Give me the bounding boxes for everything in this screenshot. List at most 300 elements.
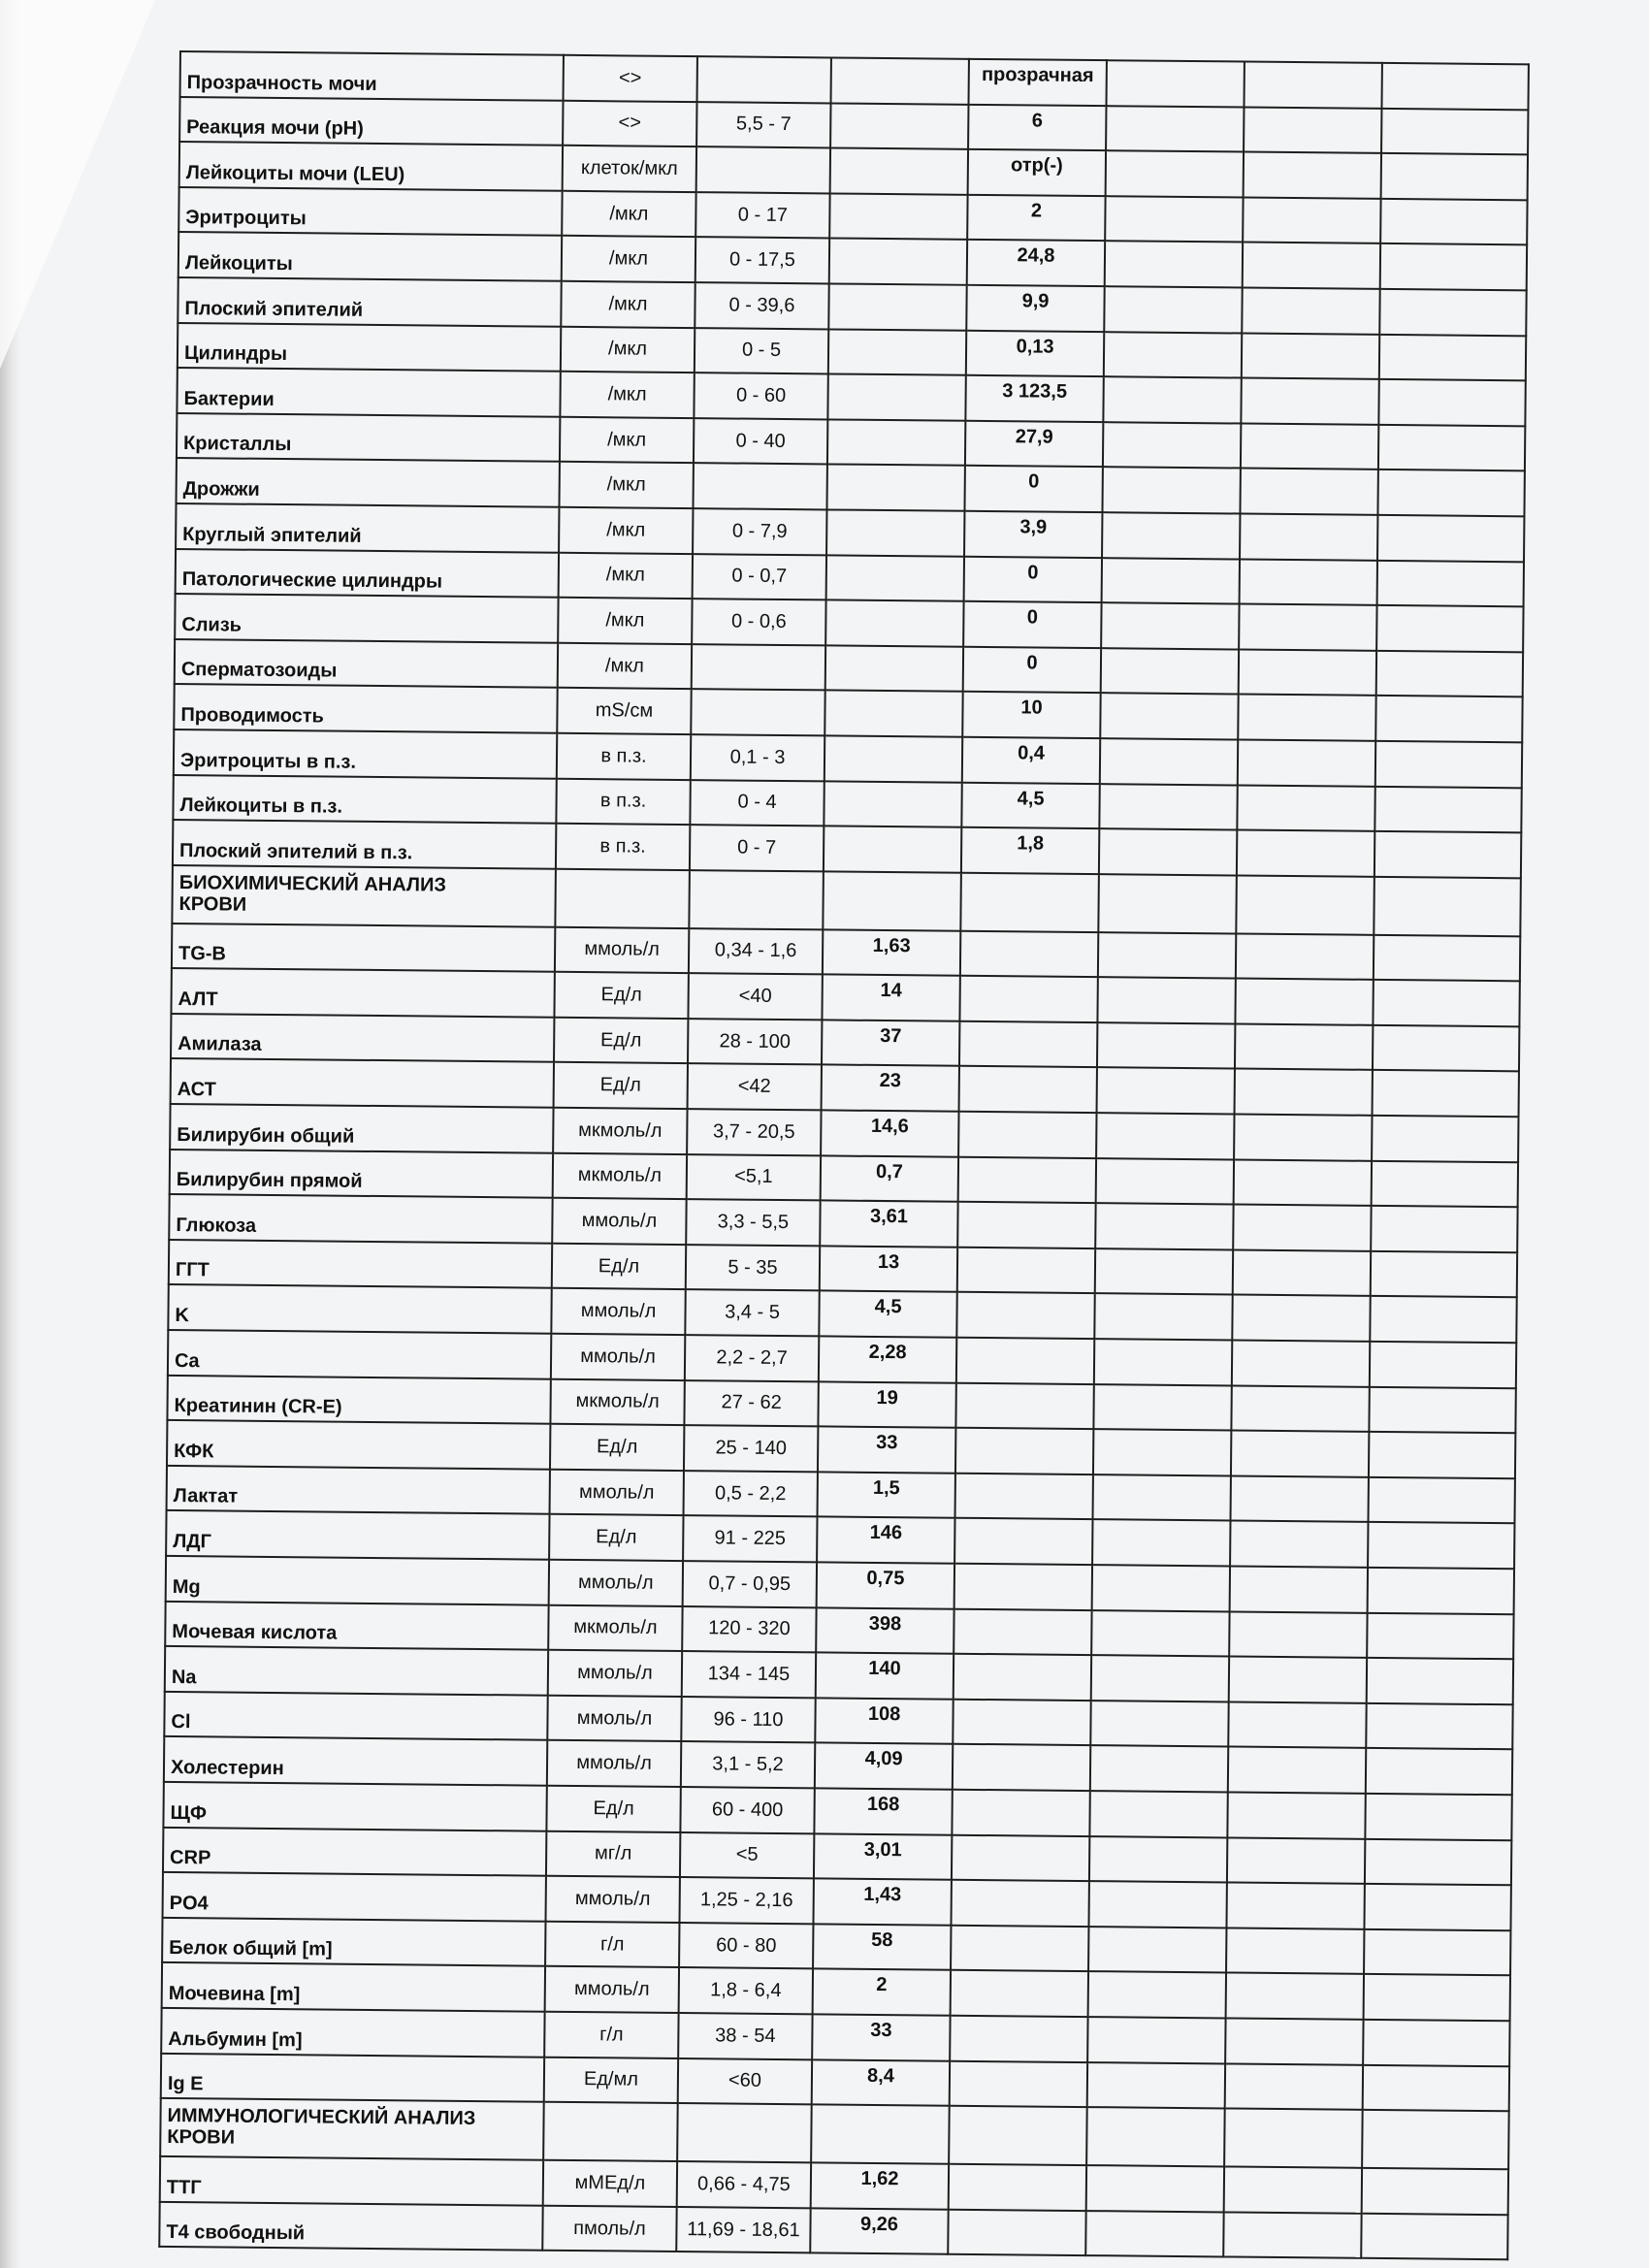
- empty-cell: [826, 465, 964, 511]
- unit-cell: мг/л: [546, 1831, 680, 1877]
- empty-cell: [1370, 1296, 1516, 1343]
- empty-cell: [1244, 62, 1381, 109]
- empty-cell: [953, 1700, 1090, 1746]
- empty-cell: [1373, 1070, 1519, 1117]
- empty-cell: [1097, 977, 1235, 1023]
- unit-cell: мкмоль/л: [548, 1604, 682, 1651]
- empty-cell: [1232, 1341, 1370, 1387]
- empty-cell: [1237, 785, 1374, 831]
- unit-cell: /мкл: [560, 417, 694, 464]
- unit-cell: ммоль/л: [551, 1288, 685, 1335]
- empty-cell: [824, 826, 961, 873]
- empty-cell: [1235, 1069, 1373, 1116]
- empty-cell: [824, 735, 962, 782]
- empty-cell: [954, 1518, 1092, 1565]
- empty-cell: [1096, 1158, 1234, 1205]
- empty-cell: [1363, 2064, 1509, 2111]
- empty-cell: [1225, 2018, 1363, 2064]
- empty-cell: [1227, 1792, 1365, 1838]
- empty-cell: [1367, 1612, 1513, 1659]
- unit-cell: /мкл: [559, 507, 693, 554]
- empty-cell: [1104, 332, 1242, 378]
- unit-cell: /мкл: [562, 236, 695, 282]
- unit-cell: ммоль/л: [545, 1966, 679, 2013]
- empty-cell: [1228, 1701, 1366, 1748]
- empty-cell: [1226, 1883, 1364, 1929]
- unit-cell: <>: [564, 55, 697, 102]
- empty-cell: [1365, 1794, 1511, 1840]
- result-value: 10: [962, 692, 1100, 738]
- empty-cell: [1230, 1566, 1368, 1612]
- reference-range: 120 - 320: [682, 1606, 816, 1653]
- empty-cell: [829, 193, 967, 240]
- empty-cell: [677, 2103, 812, 2162]
- reference-range: 134 - 145: [682, 1651, 816, 1698]
- reference-range: 0 - 4: [690, 780, 824, 826]
- reference-range: 0 - 17: [695, 192, 829, 239]
- empty-cell: [1380, 243, 1527, 290]
- empty-cell: [1377, 560, 1524, 606]
- empty-cell: [825, 600, 963, 647]
- empty-cell: [1087, 2062, 1225, 2109]
- empty-cell: [1093, 1384, 1231, 1431]
- empty-cell: [1088, 1971, 1226, 2018]
- result-value: 2: [967, 195, 1105, 242]
- result-value: 3,61: [820, 1201, 957, 1247]
- empty-cell: [1102, 468, 1240, 514]
- empty-cell: [824, 691, 962, 737]
- empty-cell: [1240, 513, 1377, 560]
- result-value: 3,9: [964, 511, 1102, 558]
- unit-cell: ммоль/л: [548, 1650, 682, 1697]
- empty-cell: [827, 374, 965, 421]
- empty-cell: [1237, 830, 1374, 877]
- test-name: PO4: [163, 1872, 546, 1921]
- empty-cell: [1096, 1113, 1234, 1159]
- reference-range: 3,7 - 20,5: [687, 1109, 821, 1155]
- result-value: 14,6: [821, 1110, 958, 1156]
- unit-cell: пмоль/л: [542, 2205, 676, 2252]
- empty-cell: [959, 976, 1097, 1022]
- empty-cell: [1381, 108, 1528, 154]
- empty-cell: [1106, 150, 1244, 197]
- empty-cell: [1099, 828, 1237, 875]
- empty-cell: [1369, 1386, 1515, 1433]
- empty-cell: [1366, 1748, 1512, 1795]
- test-name: Креатинин (CR-E): [167, 1376, 550, 1424]
- unit-cell: ммоль/л: [552, 1198, 686, 1245]
- empty-cell: [1238, 695, 1375, 741]
- reference-range: <40: [688, 973, 822, 1020]
- empty-cell: [1100, 738, 1238, 785]
- test-name: ТТГ: [160, 2156, 543, 2205]
- result-value: 1,43: [813, 1879, 951, 1926]
- result-value: 0,4: [962, 737, 1100, 784]
- empty-cell: [1100, 693, 1238, 739]
- empty-cell: [1234, 1115, 1372, 1161]
- reference-range: 5,5 - 7: [696, 102, 830, 148]
- empty-cell: [1089, 1791, 1227, 1837]
- section-title-line-2: КРОВИ: [167, 2126, 236, 2149]
- result-value: 2: [813, 1969, 951, 2016]
- empty-cell: [1375, 696, 1522, 742]
- unit-cell: Ед/л: [549, 1514, 683, 1561]
- empty-cell: [1101, 648, 1239, 695]
- test-name: Холестерин: [164, 1736, 547, 1785]
- reference-range: 3,3 - 5,5: [686, 1199, 820, 1246]
- unit-cell: г/л: [545, 1921, 679, 1967]
- empty-cell: [1239, 649, 1376, 696]
- empty-cell: [1236, 933, 1374, 980]
- empty-cell: [1092, 1520, 1230, 1567]
- reference-range: 1,25 - 2,16: [679, 1877, 813, 1924]
- result-value: 4,09: [815, 1743, 953, 1790]
- unit-cell: мкмоль/л: [553, 1108, 687, 1154]
- unit-cell: Ед/мл: [544, 2057, 678, 2103]
- empty-cell: [824, 781, 961, 827]
- empty-cell: [1103, 376, 1241, 423]
- test-name: Мочевина [m]: [162, 1962, 545, 2011]
- test-name: Лейкоциты мочи (LEU): [179, 142, 563, 190]
- test-name: Амилаза: [171, 1014, 554, 1062]
- empty-cell: [1232, 1295, 1370, 1342]
- reference-range: 96 - 110: [681, 1697, 815, 1743]
- empty-cell: [828, 283, 966, 330]
- test-name: Mg: [166, 1556, 549, 1604]
- section-title: [172, 865, 556, 927]
- reference-range: 11,69 - 18,61: [676, 2207, 810, 2253]
- test-name: Лейкоциты в п.з.: [173, 774, 556, 823]
- unit-cell: Ед/л: [552, 1244, 686, 1290]
- empty-cell: [1374, 877, 1521, 936]
- empty-cell: [1242, 287, 1379, 334]
- empty-cell: [953, 1744, 1090, 1791]
- empty-cell: [1094, 1294, 1232, 1341]
- reference-range: [693, 463, 826, 509]
- reference-range: 60 - 80: [679, 1923, 813, 1969]
- reference-range: 3,4 - 5: [685, 1290, 819, 1337]
- empty-cell: [1372, 1161, 1518, 1208]
- unit-cell: в п.з.: [556, 824, 690, 870]
- empty-cell: [1097, 1022, 1235, 1069]
- empty-cell: [958, 1112, 1096, 1158]
- empty-cell: [1238, 739, 1375, 786]
- test-name: Na: [165, 1646, 548, 1695]
- empty-cell: [954, 1564, 1092, 1610]
- empty-cell: [1091, 1610, 1229, 1657]
- empty-cell: [1244, 152, 1381, 199]
- empty-cell: [1227, 1837, 1365, 1884]
- reference-range: 60 - 400: [680, 1787, 814, 1833]
- section-title: [160, 2098, 544, 2160]
- result-value: 0,7: [821, 1155, 958, 1202]
- folded-corner: [0, 0, 155, 369]
- test-name: Ig E: [161, 2053, 544, 2101]
- empty-cell: [827, 419, 965, 466]
- empty-cell: [956, 1338, 1094, 1384]
- empty-cell: [830, 148, 968, 195]
- empty-cell: [1241, 378, 1378, 425]
- unit-cell: Ед/л: [554, 1062, 688, 1109]
- empty-cell: [1228, 1747, 1366, 1794]
- unit-cell: ммоль/л: [550, 1470, 684, 1516]
- test-name: Cl: [164, 1692, 547, 1740]
- empty-cell: [1233, 1205, 1371, 1251]
- empty-cell: [959, 1066, 1097, 1113]
- empty-cell: [1373, 1025, 1519, 1072]
- empty-cell: [826, 509, 964, 556]
- test-name: ЩФ: [163, 1782, 546, 1831]
- empty-cell: [1098, 932, 1236, 979]
- result-value: 1,62: [811, 2162, 949, 2209]
- empty-cell: [958, 1156, 1096, 1203]
- result-value: 9,9: [966, 285, 1104, 332]
- unit-cell: мкмоль/л: [550, 1378, 684, 1425]
- unit-cell: /мкл: [562, 191, 695, 238]
- result-value: 0,13: [966, 330, 1104, 376]
- result-value: 0: [963, 647, 1101, 694]
- empty-cell: [1365, 1838, 1511, 1885]
- result-value: 0,75: [817, 1562, 954, 1608]
- empty-cell: [689, 870, 824, 929]
- empty-cell: [825, 645, 963, 692]
- test-name: Ca: [168, 1330, 551, 1378]
- empty-cell: [1240, 559, 1377, 605]
- empty-cell: [950, 2060, 1087, 2107]
- result-value: 9,26: [810, 2208, 948, 2254]
- result-value: 27,9: [965, 421, 1103, 468]
- empty-cell: [1095, 1248, 1233, 1295]
- test-name: Белок общий [m]: [162, 1918, 545, 1966]
- empty-cell: [1103, 422, 1241, 469]
- empty-cell: [949, 2164, 1086, 2211]
- unit-cell: Ед/л: [554, 1018, 688, 1064]
- empty-cell: [1089, 1836, 1227, 1883]
- reference-range: [691, 689, 824, 735]
- empty-cell: [1374, 786, 1521, 832]
- result-value: 146: [817, 1517, 954, 1564]
- unit-cell: ммоль/л: [547, 1740, 681, 1787]
- result-value: 2,28: [819, 1336, 956, 1382]
- reference-range: 0 - 7,9: [693, 508, 826, 555]
- empty-cell: [1236, 875, 1374, 934]
- result-value: 108: [815, 1698, 953, 1744]
- empty-cell: [828, 329, 966, 375]
- empty-cell: [1374, 935, 1520, 982]
- result-value: прозрачная: [969, 59, 1107, 106]
- reference-range: 1,8 - 6,4: [679, 1967, 813, 2014]
- result-value: 168: [814, 1788, 952, 1834]
- empty-cell: [1244, 107, 1381, 153]
- reference-range: 0 - 0,6: [692, 599, 825, 645]
- empty-cell: [1225, 2063, 1363, 2110]
- empty-cell: [1241, 423, 1378, 470]
- empty-cell: [956, 1292, 1094, 1339]
- empty-cell: [1090, 1701, 1228, 1747]
- empty-cell: [831, 57, 969, 104]
- empty-cell: [1371, 1206, 1517, 1252]
- unit-cell: /мкл: [561, 281, 695, 328]
- reference-range: <5: [680, 1832, 814, 1879]
- result-value: отр(-): [968, 149, 1106, 196]
- empty-cell: [1379, 334, 1526, 380]
- empty-cell: [951, 1970, 1088, 2017]
- result-value: 8,4: [812, 2059, 950, 2106]
- test-name: Круглый эпителий: [176, 503, 559, 552]
- test-name: Т4 свободный: [159, 2202, 542, 2251]
- empty-cell: [1101, 602, 1239, 649]
- reference-range: 28 - 100: [688, 1019, 822, 1065]
- result-value: 0: [964, 466, 1102, 512]
- empty-cell: [1105, 196, 1243, 243]
- empty-cell: [1234, 1159, 1372, 1206]
- empty-cell: [951, 1880, 1088, 1927]
- empty-cell: [555, 868, 690, 927]
- lab-results-body: [159, 51, 1529, 2260]
- empty-cell: [955, 1428, 1093, 1474]
- empty-cell: [1105, 242, 1243, 288]
- empty-cell: [1087, 2017, 1225, 2063]
- lab-results-table: [158, 50, 1530, 2261]
- empty-cell: [543, 2102, 678, 2161]
- empty-cell: [1363, 2020, 1509, 2066]
- result-value: 4,5: [961, 782, 1099, 828]
- empty-cell: [1381, 63, 1528, 110]
- test-name: Альбумин [m]: [161, 2008, 544, 2057]
- reference-range: 38 - 54: [678, 2013, 812, 2059]
- empty-cell: [1086, 2165, 1224, 2212]
- test-name: Слизь: [175, 594, 558, 642]
- reference-range: [692, 644, 825, 691]
- test-name: Патологические цилиндры: [176, 549, 559, 598]
- empty-cell: [1364, 1974, 1510, 2021]
- unit-cell: ммоль/л: [555, 926, 689, 973]
- empty-cell: [1377, 515, 1524, 562]
- empty-cell: [823, 871, 961, 930]
- reference-range: 91 - 225: [683, 1515, 817, 1562]
- unit-cell: <>: [563, 100, 696, 146]
- empty-cell: [1099, 784, 1237, 830]
- empty-cell: [1229, 1657, 1367, 1703]
- test-name: Эритроциты в п.з.: [174, 729, 557, 778]
- result-value: 33: [818, 1427, 955, 1474]
- empty-cell: [1368, 1568, 1514, 1614]
- empty-cell: [950, 2016, 1087, 2062]
- reference-range: 0,66 - 4,75: [677, 2161, 811, 2208]
- empty-cell: [959, 1021, 1097, 1068]
- empty-cell: [1088, 1927, 1226, 1973]
- reference-range: [697, 56, 831, 103]
- empty-cell: [954, 1608, 1091, 1655]
- empty-cell: [1106, 106, 1244, 152]
- test-name: Бактерии: [177, 368, 560, 416]
- empty-cell: [1379, 289, 1526, 336]
- reference-range: 0 - 40: [694, 418, 827, 465]
- empty-cell: [952, 1834, 1089, 1881]
- empty-cell: [1233, 1249, 1371, 1296]
- test-name: ГГТ: [169, 1240, 552, 1288]
- empty-cell: [1224, 2167, 1362, 2214]
- empty-cell: [1086, 2107, 1225, 2166]
- empty-cell: [1239, 604, 1376, 651]
- empty-cell: [826, 555, 964, 601]
- result-value: 1,8: [961, 827, 1099, 874]
- section-title-line-2: КРОВИ: [178, 892, 247, 916]
- empty-cell: [1380, 199, 1527, 245]
- test-name: Прозрачность мочи: [180, 51, 564, 100]
- empty-cell: [1226, 1928, 1364, 1974]
- result-value: 398: [816, 1607, 954, 1654]
- test-name: Билирубин прямой: [170, 1150, 553, 1198]
- section-title-line-1: ИММУНОЛОГИЧЕСКИЙ АНАЛИЗ: [167, 2105, 476, 2130]
- reference-range: 25 - 140: [684, 1425, 818, 1472]
- reference-range: 2,2 - 2,7: [685, 1335, 819, 1381]
- test-name: Сперматозоиды: [175, 639, 558, 688]
- empty-cell: [1223, 2212, 1361, 2258]
- empty-cell: [1362, 2110, 1509, 2169]
- test-name: Реакция мочи (pH): [179, 97, 563, 146]
- unit-cell: ммоль/л: [547, 1696, 681, 1742]
- unit-cell: /мкл: [558, 642, 692, 689]
- unit-cell: ммоль/л: [551, 1334, 685, 1380]
- test-name: Эритроциты: [178, 187, 562, 236]
- test-name: Лейкоциты: [178, 232, 562, 280]
- test-name: АЛТ: [171, 968, 554, 1017]
- result-value: 0: [964, 556, 1102, 602]
- empty-cell: [1381, 153, 1528, 200]
- empty-cell: [1088, 1881, 1226, 1928]
- empty-cell: [1362, 2168, 1508, 2215]
- reference-range: 0 - 0,7: [693, 554, 826, 600]
- test-name: Цилиндры: [178, 323, 561, 372]
- reference-range: 0,34 - 1,6: [689, 928, 823, 975]
- empty-cell: [949, 2106, 1087, 2165]
- test-name: Мочевая кислота: [165, 1602, 548, 1650]
- result-value: 3,01: [814, 1833, 952, 1880]
- empty-cell: [957, 1247, 1095, 1294]
- reference-range: <42: [688, 1064, 822, 1111]
- empty-cell: [951, 1925, 1088, 1971]
- unit-cell: Ед/л: [550, 1424, 684, 1471]
- empty-cell: [1243, 197, 1380, 243]
- empty-cell: [1367, 1658, 1513, 1704]
- reference-range: [696, 146, 830, 193]
- empty-cell: [952, 1790, 1089, 1836]
- unit-cell: mS/cм: [557, 688, 691, 734]
- unit-cell: /мкл: [559, 462, 693, 508]
- empty-cell: [1377, 470, 1524, 516]
- unit-cell: клеток/мкл: [563, 146, 696, 192]
- unit-cell: /мкл: [559, 552, 693, 599]
- empty-cell: [1376, 605, 1523, 652]
- empty-cell: [1242, 333, 1379, 379]
- empty-cell: [1378, 425, 1525, 471]
- empty-cell: [1106, 60, 1244, 107]
- empty-cell: [1374, 831, 1521, 878]
- empty-cell: [1373, 980, 1519, 1026]
- empty-cell: [1102, 512, 1240, 559]
- result-value: 0: [963, 601, 1101, 648]
- result-value: 24,8: [967, 240, 1105, 286]
- empty-cell: [1093, 1474, 1231, 1521]
- unit-cell: ммоль/л: [546, 1876, 680, 1923]
- result-value: 37: [822, 1020, 959, 1066]
- reference-range: 0 - 39,6: [695, 282, 828, 329]
- unit-cell: г/л: [544, 2012, 678, 2058]
- empty-cell: [948, 2209, 1085, 2255]
- unit-cell: Ед/л: [554, 972, 688, 1019]
- empty-cell: [960, 872, 1099, 931]
